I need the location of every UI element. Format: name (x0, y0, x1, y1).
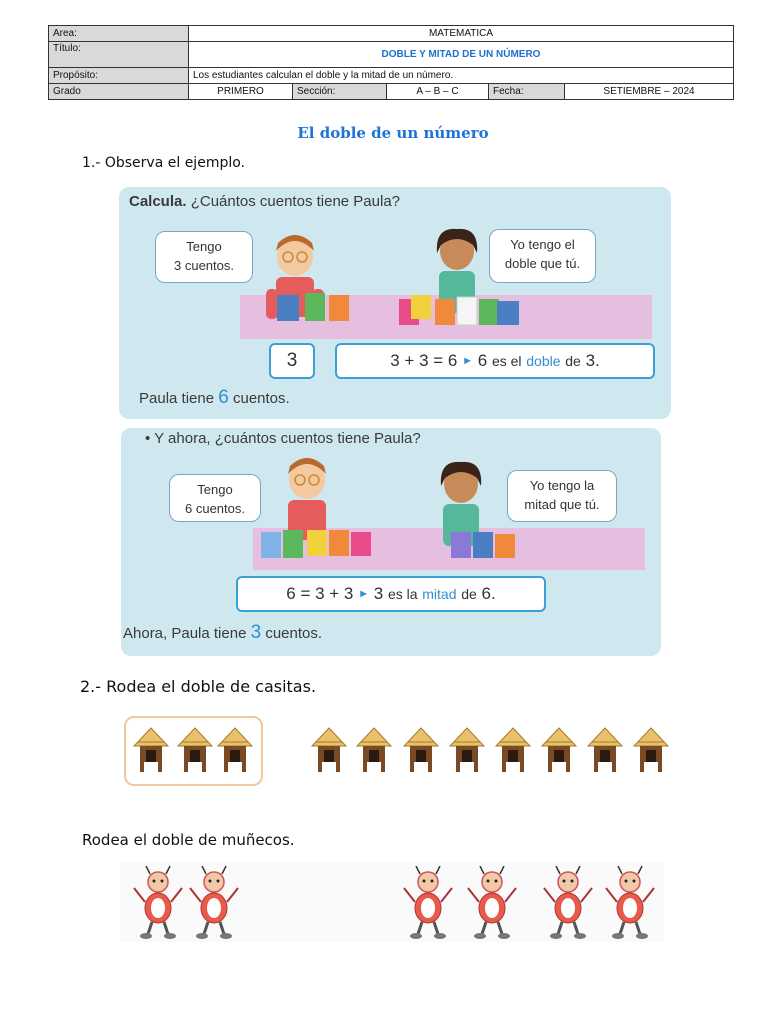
girl-speech-bubble (489, 229, 596, 283)
panel2-footer-number: 3 (250, 622, 262, 643)
example-panel-half (121, 428, 661, 656)
panel2-result-number: 3 (373, 584, 384, 603)
boy-bubble2-line1: Tengo (197, 482, 233, 497)
doll-icon (130, 866, 186, 945)
boy-books-illustration (277, 289, 357, 325)
seccion-label: Sección: (293, 84, 387, 100)
panel1-number-box: 3 (269, 343, 315, 379)
panel1-equation: 3 + 3 = 6 (390, 351, 458, 370)
girl-speech-bubble-2 (507, 470, 617, 522)
panel1-result-number: 6 (477, 351, 488, 370)
hut-icon (132, 726, 170, 779)
proposito-label: Propósito: (49, 68, 189, 84)
doll-icon (464, 866, 520, 945)
panel2-result-word: mitad (422, 586, 457, 602)
panel1-result-text1: es el (491, 353, 522, 369)
panel1-heading (129, 193, 400, 210)
question-2: 2.- Rodea el doble de casitas. (80, 677, 317, 696)
panel2-heading: • Y ahora, ¿cuántos cuentos tiene Paula? (145, 430, 421, 447)
doll-icon (400, 866, 456, 945)
arrow-icon: ► (462, 355, 473, 367)
panel2-result-text2: de (461, 586, 477, 602)
boy-bubble-line2: 3 cuentos. (174, 258, 234, 273)
boy-books-illustration-2 (259, 524, 379, 560)
boy-speech-bubble (155, 231, 253, 283)
proposito-value: Los estudiantes calculan el doble y la mitad de un número. (189, 68, 734, 84)
girl-bubble2-line1: Yo tengo la (529, 478, 595, 493)
panel2-result-text1: es la (387, 586, 418, 602)
hut-icon (586, 726, 624, 779)
hut-icon (540, 726, 578, 779)
panel2-footer-text1: Ahora, Paula tiene (123, 625, 247, 642)
doll-icon (540, 866, 596, 945)
header-table (48, 25, 734, 100)
titulo-value: DOBLE Y MITAD DE UN NÚMERO (189, 42, 734, 68)
girl-books-illustration (399, 293, 519, 327)
fecha-label: Fecha: (489, 84, 565, 100)
page-title: El doble de un número (297, 124, 489, 142)
panel1-footer-text2: cuentos. (232, 390, 290, 407)
grado-value: PRIMERO (189, 84, 293, 100)
boy-bubble-line1: Tengo (186, 239, 222, 254)
panel1-equation-box (335, 343, 655, 379)
hut-icon (494, 726, 532, 779)
hut-icon (632, 726, 670, 779)
fecha-value: SETIEMBRE – 2024 (565, 84, 734, 100)
question-3: Rodea el doble de muñecos. (82, 831, 295, 849)
panel1-result-text2: de (565, 353, 581, 369)
girl-bubble2-line2: mitad que tú. (524, 497, 600, 512)
hut-icon (355, 726, 393, 779)
panel1-result-word: doble (526, 353, 561, 369)
panel2-equation-box (236, 576, 546, 612)
boy-bubble2-line2: 6 cuentos. (185, 501, 245, 516)
boy-speech-bubble-2 (169, 474, 261, 522)
panel1-heading-rest: ¿Cuántos cuentos tiene Paula? (190, 193, 401, 210)
hut-icon (310, 726, 348, 779)
panel2-result-end: 6. (481, 584, 496, 603)
panel1-heading-bold: Calcula. (129, 193, 187, 210)
hut-icon (402, 726, 440, 779)
panel1-footer-text1: Paula tiene (139, 390, 215, 407)
example-panel-double (119, 187, 671, 419)
hut-icon (176, 726, 214, 779)
panel2-footer-text2: cuentos. (265, 625, 323, 642)
panel1-result-end: 3. (585, 351, 600, 370)
area-label: Area: (49, 26, 189, 42)
area-value: MATEMATICA (189, 26, 734, 42)
grado-label: Grado (49, 84, 189, 100)
girl-bubble-line1: Yo tengo el (510, 237, 575, 252)
doll-icon (186, 866, 242, 945)
panel2-equation: 6 = 3 + 3 (286, 584, 354, 603)
girl-bubble-line2: doble que tú. (504, 256, 581, 271)
hut-icon (216, 726, 254, 779)
panel1-footer-number: 6 (218, 387, 229, 408)
seccion-value: A – B – C (387, 84, 489, 100)
panel1-footer (139, 387, 290, 409)
doll-icon (602, 866, 658, 945)
question-1: 1.- Observa el ejemplo. (82, 155, 245, 171)
arrow-icon-2: ► (358, 588, 370, 600)
hut-icon (448, 726, 486, 779)
titulo-label: Título: (49, 42, 189, 68)
girl-books-illustration-2 (451, 528, 517, 560)
panel2-footer (123, 622, 322, 644)
